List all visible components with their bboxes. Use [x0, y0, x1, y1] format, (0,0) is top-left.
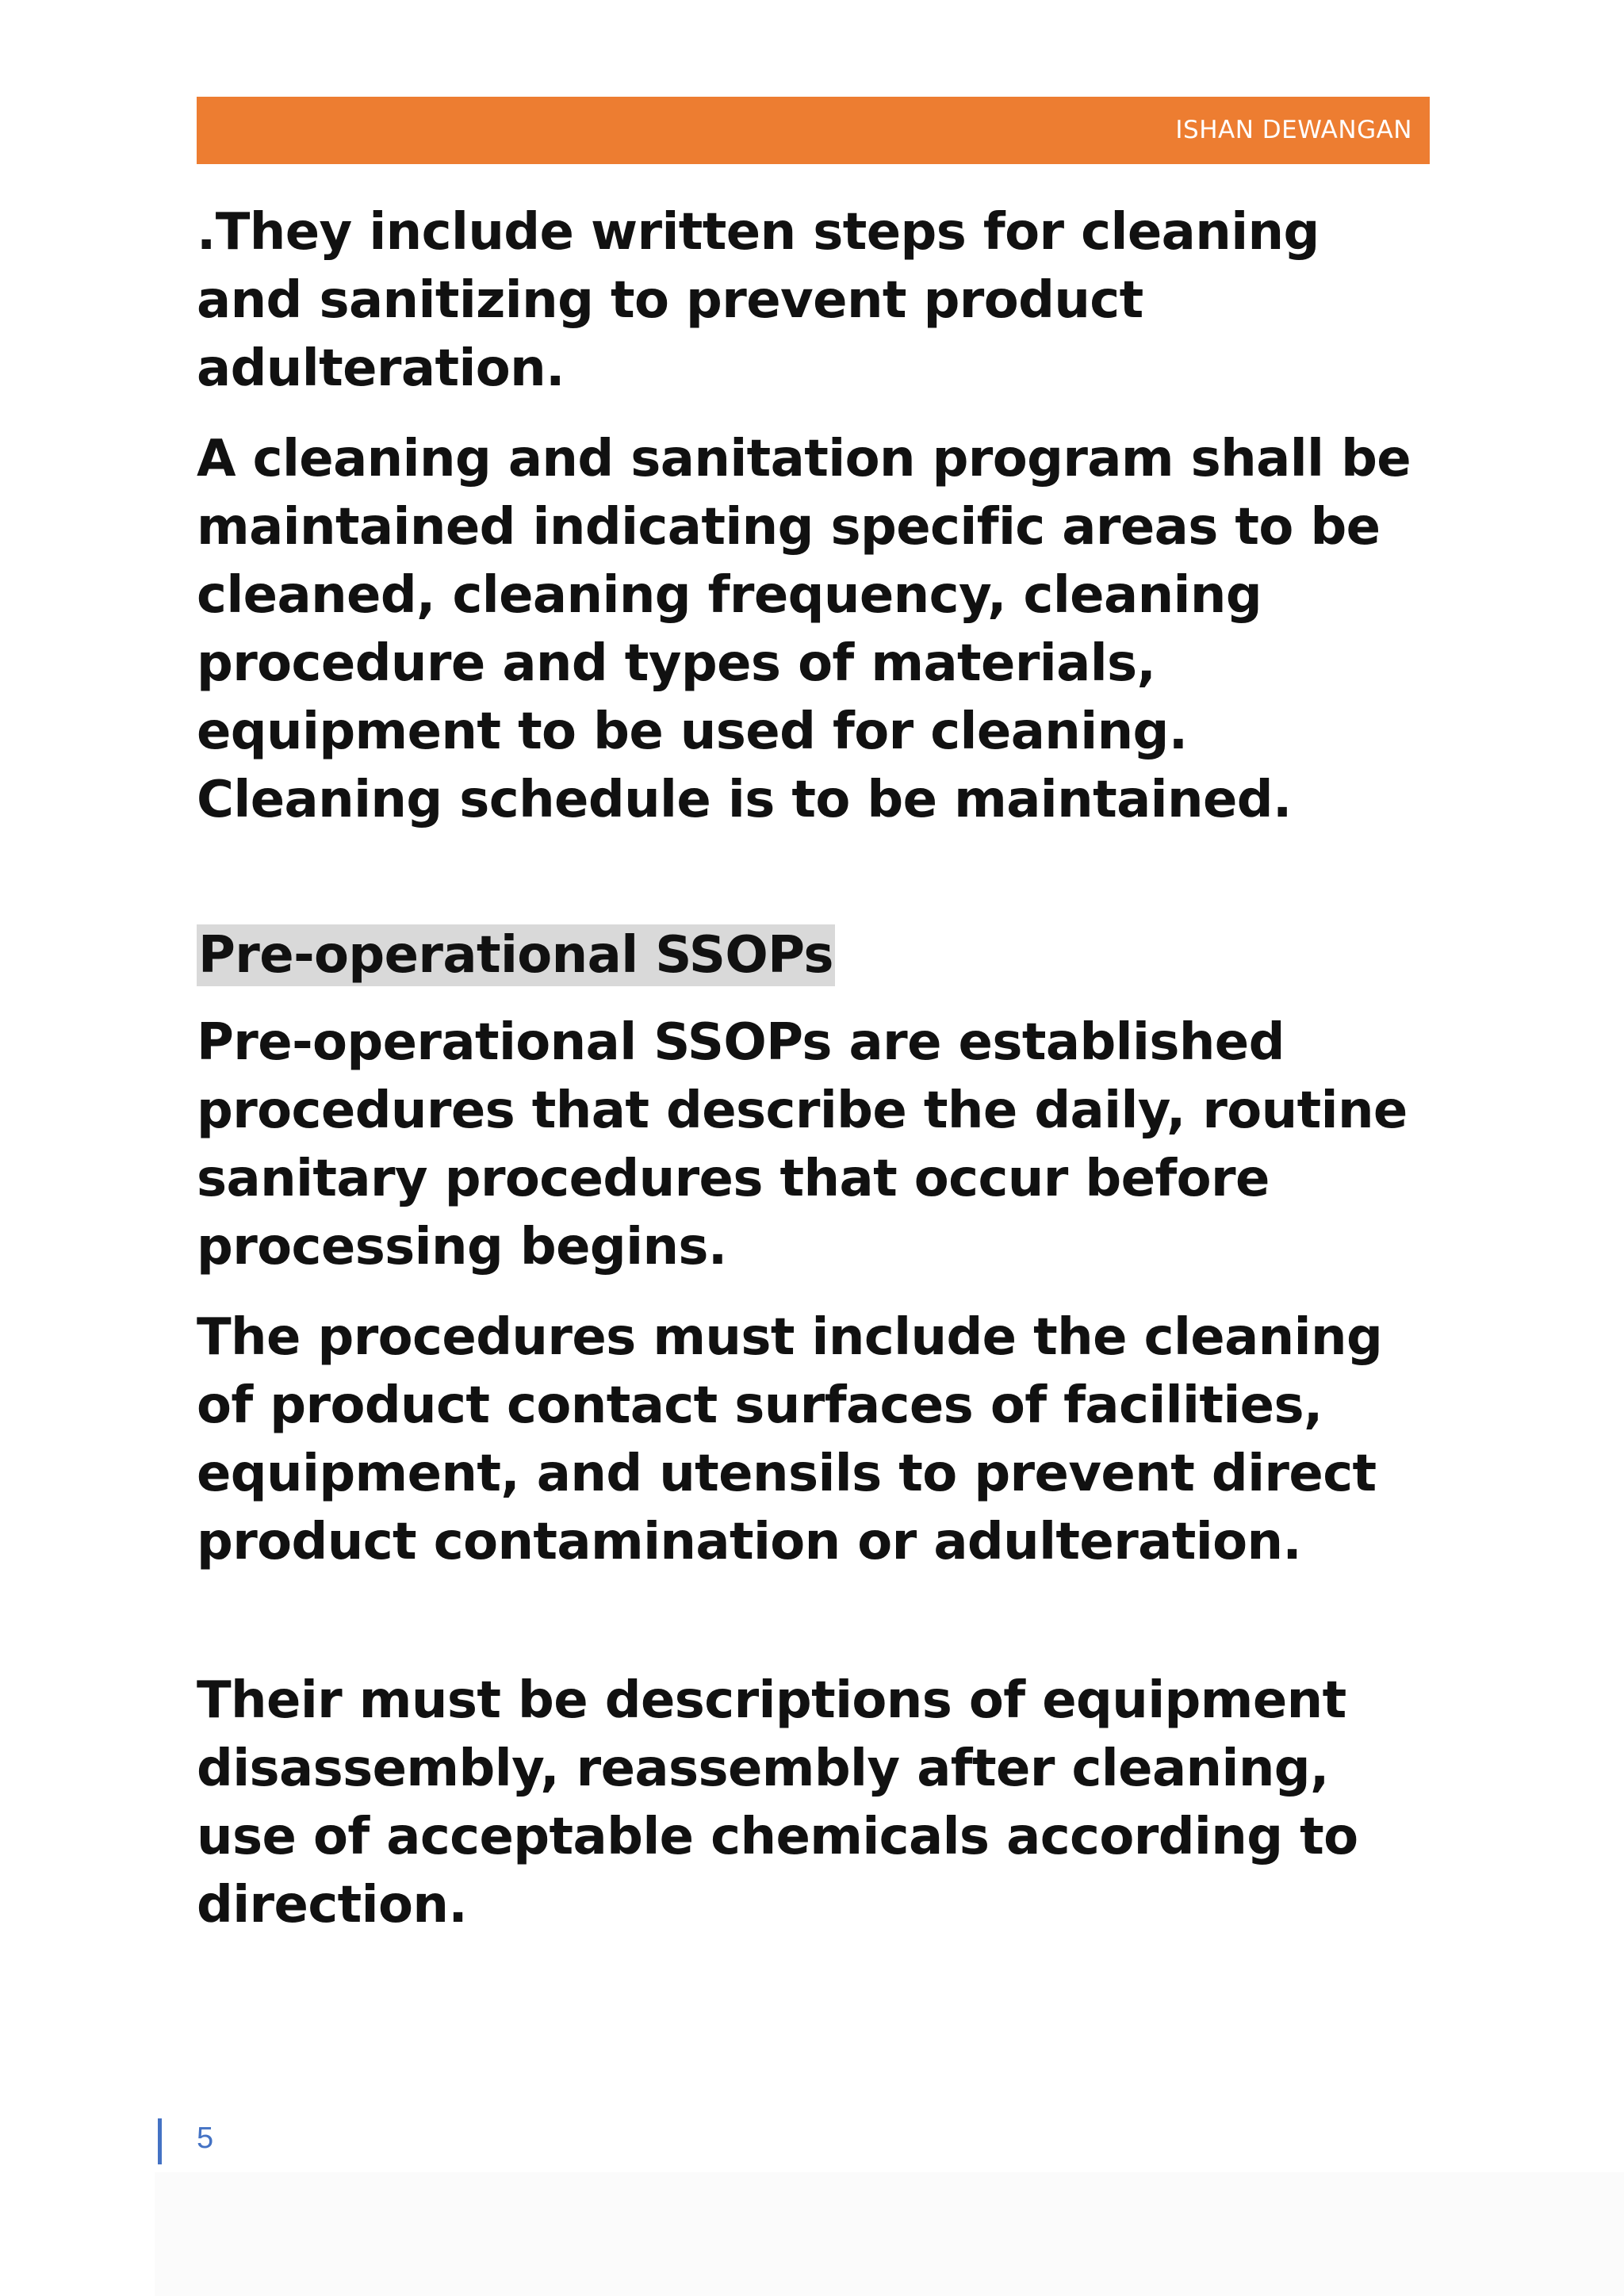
page-bottom-shade — [155, 2172, 1624, 2296]
spacer — [197, 834, 1434, 924]
section-heading: Pre-operational SSOPs — [198, 926, 833, 985]
spacer — [197, 1576, 1434, 1667]
paragraph-cleaning-program: A cleaning and sanitation program shall be maintained indicating specific areas to be cleaned, cleaning frequency, cleaning procedure and types of materials, equipment to be used for cleaning. Cleaning schedule is to be maintained. — [197, 430, 1411, 829]
paragraph-descriptions: Their must be descriptions of equipment disassembly, reassembly after cleaning, use of acceptable chemicals according to direction. — [197, 1671, 1358, 1934]
spacer — [197, 1281, 1434, 1303]
paragraph-preop-definition: Pre-operational SSOPs are established procedures that describe the daily, routine sanitary procedures that occur before processing begins. — [197, 1013, 1408, 1276]
paragraph-intro: .They include written steps for cleaning and sanitizing to prevent product adulteration. — [197, 203, 1320, 398]
spacer — [197, 403, 1434, 425]
paragraph-procedures: The procedures must include the cleaning of product contact surfaces of facilities, equipment, and utensils to prevent direct product contamination or adulteration. — [197, 1308, 1383, 1571]
spacer — [197, 986, 1434, 1008]
footer-accent-line — [158, 2118, 162, 2164]
header-bar — [197, 97, 1430, 164]
page-number: 5 — [197, 2122, 214, 2155]
page-content — [197, 198, 1434, 1939]
header-author: ISHAN DEWANGAN — [1175, 116, 1412, 144]
